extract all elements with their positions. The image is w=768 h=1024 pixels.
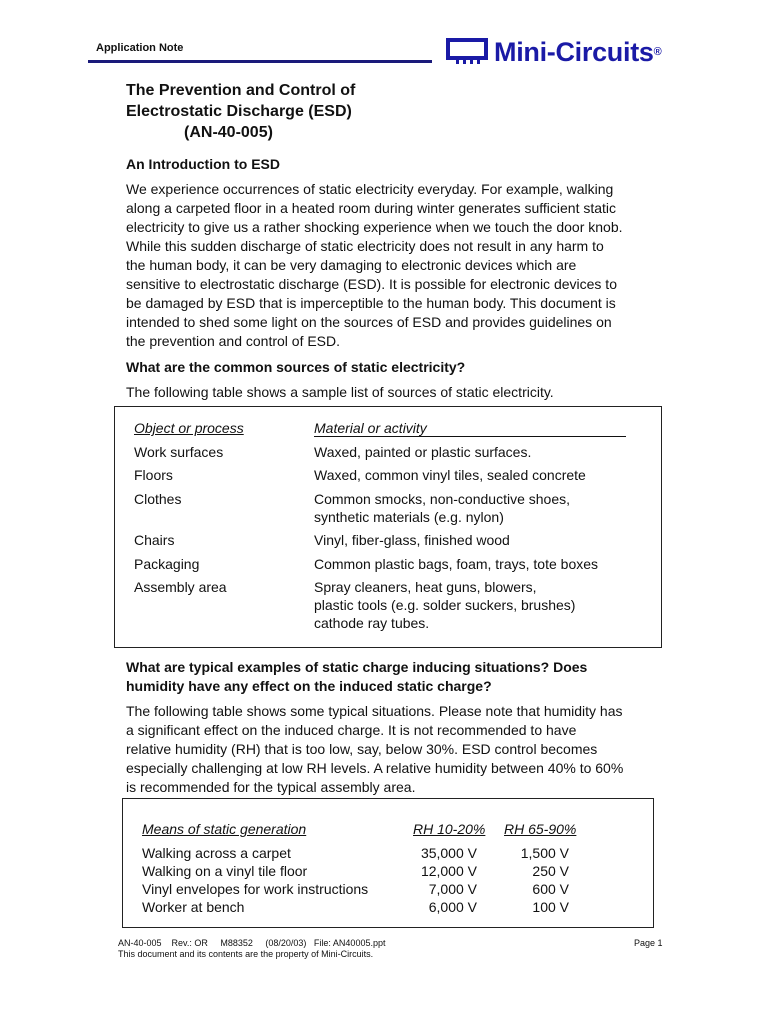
intro-line: the human body, it can be very damaging to electronic devices which are [126,257,577,273]
table-row-rh-high: 100 V [532,899,569,915]
table-row-material: Common smocks, non-conductive shoes, [314,491,570,507]
col-object-header: Object or process [134,420,244,436]
intro-heading: An Introduction to ESD [126,156,280,172]
table-row-material: Spray cleaners, heat guns, blowers, [314,579,537,595]
table-row-means: Vinyl envelopes for work instructions [142,881,369,897]
footer [118,938,385,960]
sources-table [114,406,662,648]
table-row-rh-low: 12,000 V [420,863,477,879]
intro-line: While this sudden discharge of static electricity does not result in any harm to [126,238,604,254]
table-row-rh-low: 7,000 V [428,881,477,897]
intro-line: be damaged by ESD that is imperceptible to the human body. This document is [126,295,616,311]
table-row-object: Chairs [134,532,175,548]
chip-logo-icon [446,38,488,66]
situations-line: The following table shows some typical situations. Please note that humidity has [126,703,623,719]
title-line-3: (AN-40-005) [184,124,273,141]
table-row-object: Clothes [134,491,182,507]
table-row-material: Waxed, common vinyl tiles, sealed concrete [314,467,586,483]
table-row-material: cathode ray tubes. [314,615,430,631]
table-row-rh-high: 1,500 V [520,845,569,861]
table-row-object: Packaging [134,556,200,572]
footer-copyright: This document and its contents are the property of Mini-Circuits. [118,949,374,959]
intro-line: along a carpeted floor in a heated room during winter generates sufficient static [126,200,617,216]
footer-doc-info: AN-40-005 Rev.: OR M88352 (08/20/03) File: AN40005.ppt [118,938,386,948]
sources-intro: The following table shows a sample list of sources of static electricity. [126,384,554,400]
intro-line: sensitive to electrostatic discharge (ESD). It is possible for electronic devices to [126,276,617,292]
table-row-rh-high: 250 V [532,863,569,879]
situations-line: a significant effect on the induced charge. It is not recommended to have [126,722,577,738]
situations-line: relative humidity (RH) that is too low, say, below 30%. ESD control becomes [126,741,598,757]
table-row-rh-high: 600 V [532,881,569,897]
table-row-means: Walking across a carpet [142,845,291,861]
humidity-table [122,798,654,928]
intro-line: intended to shed some light on the sources of ESD and provides guidelines on [126,314,612,330]
situations-line: especially challenging at low RH levels. A relative humidity between 40% to 60% [126,760,624,776]
table-row-material: Vinyl, fiber-glass, finished wood [314,532,510,548]
document-title [126,80,355,143]
sources-heading: What are the common sources of static electricity? [126,359,466,375]
situations-heading-line-2: humidity have any effect on the induced static charge? [126,678,492,694]
intro-line: We experience occurrences of static electricity everyday. For example, walking [126,181,614,197]
table-row-object: Assembly area [134,579,227,595]
intro-paragraph [126,180,666,351]
table-row-rh-low: 6,000 V [428,899,477,915]
table-row-material: plastic tools (e.g. solder suckers, brushes) [314,597,576,613]
table-row-material: Common plastic bags, foam, trays, tote boxes [314,556,599,572]
situations-line: is recommended for the typical assembly area. [126,779,416,795]
intro-line: electricity to give us a rather shocking experience when we touch the door knob. [126,219,623,235]
title-line-2: Electrostatic Discharge (ESD) [126,103,352,120]
title-line-1: The Prevention and Control of [126,82,356,99]
table-row-material: synthetic materials (e.g. nylon) [314,509,504,525]
registered-mark: ® [653,46,662,58]
table-row-means: Walking on a vinyl tile floor [142,863,308,879]
mini-circuits-logo [446,34,662,70]
col-means-header: Means of static generation [142,821,307,837]
situations-heading [126,658,587,696]
situations-paragraph [126,702,666,797]
col-rh-high-header: RH 65-90% [504,821,577,837]
table-row-rh-low: 35,000 V [420,845,477,861]
page-number: Page 1 [634,938,663,948]
table-row-object: Work surfaces [134,444,224,460]
col-material-header [314,419,626,437]
situations-heading-line-1: What are typical examples of static charge inducing situations? Does [126,659,588,675]
col-rh-low-header: RH 10-20% [413,821,486,837]
intro-line: the prevention and control of ESD. [126,333,341,349]
table-row-material: Waxed, painted or plastic surfaces. [314,444,532,460]
table-row-object: Floors [134,467,173,483]
table-row-means: Worker at bench [142,899,245,915]
col-material-header-text: Material or activity [314,420,427,436]
header-rule [88,60,432,63]
application-note-label: Application Note [96,42,184,54]
logo-text: Mini-Circuits [494,36,654,67]
